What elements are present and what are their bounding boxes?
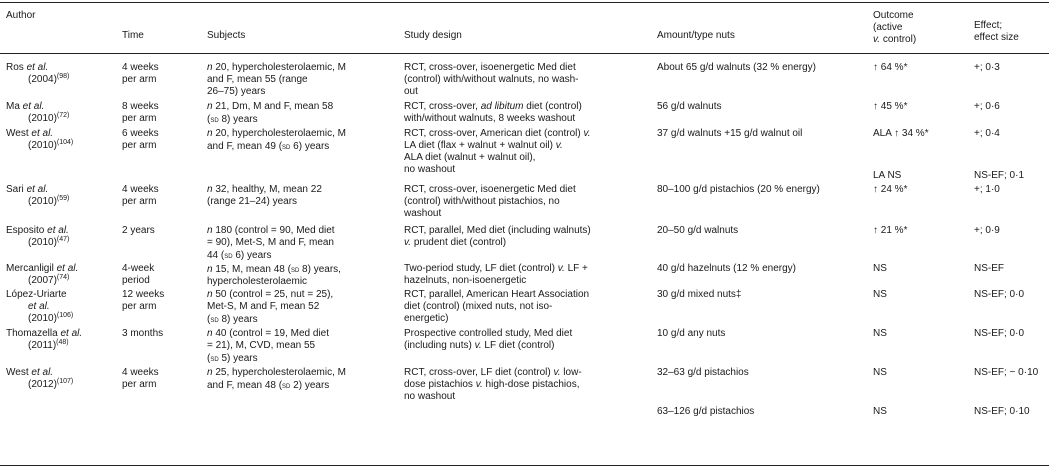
- column-header-effect-line: effect size: [974, 32, 1019, 43]
- table-cell-design: [404, 184, 576, 220]
- table-cell-subjects-line: and F, mean 55 (range: [207, 74, 308, 85]
- table-cell-effect: [974, 170, 1024, 182]
- table-cell-subjects-line: = 90), Met-S, M and F, mean: [207, 237, 334, 248]
- table-cell-outcome: [873, 184, 907, 196]
- table-cell-subjects: [207, 289, 333, 326]
- table-cell-outcome: [873, 263, 887, 275]
- table-cell-effect: [974, 289, 1024, 301]
- table-cell-author: [6, 184, 69, 208]
- table-cell-author-line: Ma et al.: [6, 101, 45, 112]
- table-cell-outcome-line: NS: [873, 263, 887, 274]
- table-cell-time: [122, 101, 159, 125]
- table-cell-time: [122, 328, 163, 340]
- table-cell-effect: [974, 406, 1030, 418]
- table-cell-amount: [657, 328, 725, 340]
- table-cell-design-line: (control) with/without pistachios, no: [404, 196, 560, 207]
- table-cell-outcome-line: NS: [873, 406, 887, 417]
- table-cell-design: [404, 367, 582, 403]
- column-header-effect: [974, 20, 1019, 44]
- table-cell-author-line: $(2010)^{(104)}$: [28, 139, 74, 151]
- table-cell-design-line: v. prudent diet (control): [404, 237, 507, 248]
- table-cell-subjects-line: n 20, hypercholesterolaemic, M: [207, 62, 346, 73]
- table-cell-amount: [657, 128, 802, 140]
- table-cell-effect-line: +; 0·3: [974, 62, 1000, 73]
- table-cell-subjects-line: = 21), M, CVD, mean 55: [207, 340, 316, 351]
- table-cell-design-line: out: [404, 86, 418, 97]
- table-cell-subjects-line: and F, mean 48 (sd 2) years: [207, 380, 330, 391]
- table-cell-author-line: Mercanligil et al.: [6, 263, 79, 274]
- table-cell-design-line: (control) with/without walnuts, no wash-: [404, 74, 579, 85]
- table-cell-subjects-line: (sd 8) years: [207, 314, 258, 325]
- table-cell-design-line: RCT, cross-over, isoenergetic Med diet: [404, 62, 576, 73]
- table-cell-author-line: $(2010)^{(59)}$: [28, 195, 70, 207]
- table-cell-time-line: per arm: [122, 113, 157, 124]
- table-cell-design: [404, 128, 591, 176]
- table-cell-amount-line: 32–63 g/d pistachios: [657, 367, 749, 378]
- table-cell-time-line: 4 weeks: [122, 367, 159, 378]
- table-cell-author: [6, 328, 82, 352]
- table-cell-author: [6, 289, 73, 325]
- table-cell-amount-line: 37 g/d walnuts +15 g/d walnut oil: [657, 128, 803, 139]
- table-cell-outcome: [873, 225, 907, 237]
- table-cell-effect: [974, 225, 1000, 237]
- table-cell-design: [404, 225, 591, 249]
- table-cell-outcome-line: ↑ 24 %*: [873, 184, 908, 195]
- table-cell-subjects-line: n 40 (control = 19, Med diet: [207, 328, 330, 339]
- table-cell-design-line: ALA diet (walnut + walnut oil),: [404, 152, 536, 163]
- table-cell-design-line: RCT, parallel, Med diet (including walnuts): [404, 225, 591, 236]
- column-header-time-line: Time: [122, 30, 144, 41]
- table-cell-time: [122, 184, 159, 208]
- table-cell-design-line: Prospective controlled study, Med diet: [404, 328, 573, 339]
- table-cell-time-line: 8 weeks: [122, 101, 159, 112]
- table-cell-author-line: Sari et al.: [6, 184, 49, 195]
- table-cell-effect: [974, 128, 1000, 140]
- table-cell-author: [6, 367, 73, 391]
- table-cell-amount-line: 30 g/d mixed nuts‡: [657, 289, 742, 300]
- table-cell-author: [6, 62, 69, 86]
- table-cell-amount-line: 63–126 g/d pistachios: [657, 406, 755, 417]
- table-cell-subjects-line: n 25, hypercholesterolaemic, M: [207, 367, 346, 378]
- table-cell-subjects-line: n 20, hypercholesterolaemic, M: [207, 128, 346, 139]
- table-cell-time-line: per arm: [122, 140, 157, 151]
- table-cell-effect-line: +; 0·9: [974, 225, 1000, 236]
- column-header-outcome-line: (active: [873, 22, 903, 33]
- table-cell-design-line: Two-period study, LF diet (control) v. LF +: [404, 263, 588, 274]
- table-cell-author-line: West et al.: [6, 367, 54, 378]
- table-cell-time-line: 3 months: [122, 328, 164, 339]
- table-cell-outcome: [873, 62, 907, 74]
- table-cell-amount-line: 40 g/d hazelnuts (12 % energy): [657, 263, 796, 274]
- table-cell-outcome: [873, 170, 901, 182]
- table-cell-outcome: [873, 128, 929, 140]
- table-cell-amount-line: 80–100 g/d pistachios (20 % energy): [657, 184, 820, 195]
- table-cell-design: [404, 263, 588, 287]
- table-cell-author-line: Esposito et al.: [6, 225, 69, 236]
- table-cell-time: [122, 225, 155, 237]
- table-cell-design: [404, 101, 582, 125]
- table-cell-design-line: dose pistachios v. high-dose pistachios,: [404, 379, 580, 390]
- table-cell-effect: [974, 328, 1024, 340]
- table-top-rule: [0, 2, 1049, 3]
- column-header-outcome-line: Outcome: [873, 10, 914, 21]
- table-cell-effect: [974, 62, 1000, 74]
- table-cell-outcome-line: ALA ↑ 34 %*: [873, 128, 929, 139]
- table-cell-effect-line: NS-EF; 0·10: [974, 406, 1030, 417]
- table-cell-outcome-line: NS: [873, 289, 887, 300]
- column-header-amount: [657, 30, 735, 42]
- table-cell-author-line: Ros et al.: [6, 62, 49, 73]
- table-cell-time: [122, 263, 154, 287]
- column-header-design-line: Study design: [404, 30, 462, 41]
- column-header-amount-line: Amount/type nuts: [657, 30, 735, 41]
- table-cell-subjects: [207, 225, 335, 262]
- table-cell-effect-line: +; 0·6: [974, 101, 1000, 112]
- table-cell-amount-line: About 65 g/d walnuts (32 % energy): [657, 62, 816, 73]
- table-cell-design: [404, 328, 572, 352]
- table-cell-time-line: 6 weeks: [122, 128, 159, 139]
- table-cell-author-line: $(2010)^{(106)}$: [28, 312, 74, 324]
- column-header-outcome: [873, 10, 916, 46]
- table-cell-outcome: [873, 289, 887, 301]
- table-cell-subjects-line: Met-S, M and F, mean 52: [207, 301, 320, 312]
- table-cell-design-line: no washout: [404, 164, 456, 175]
- table-cell-author-line: López-Uriarte: [6, 289, 67, 300]
- table-cell-time-line: per arm: [122, 196, 157, 207]
- table-cell-amount: [657, 263, 796, 275]
- table-cell-subjects: [207, 367, 346, 392]
- table-cell-amount-line: 56 g/d walnuts: [657, 101, 722, 112]
- table-cell-time-line: 4 weeks: [122, 62, 159, 73]
- table-cell-amount: [657, 184, 820, 196]
- table-cell-effect-line: NS-EF; 0·0: [974, 328, 1025, 339]
- table-cell-amount: [657, 62, 816, 74]
- table-cell-author: [6, 101, 69, 125]
- table-cell-amount: [657, 101, 722, 113]
- table-cell-author-line: $(2004)^{(98)}$: [28, 73, 70, 85]
- table-cell-subjects-line: 44 (sd 6) years: [207, 250, 272, 261]
- table-cell-design-line: with/without walnuts, 8 weeks washout: [404, 113, 576, 124]
- table-cell-design-line: RCT, parallel, American Heart Association: [404, 289, 590, 300]
- table-cell-author-line: $(2011)^{(48)}$: [28, 339, 69, 351]
- table-cell-outcome: [873, 328, 887, 340]
- table-header-rule: [0, 53, 1049, 54]
- table-cell-time: [122, 367, 159, 391]
- table-cell-time-line: period: [122, 275, 150, 286]
- table-cell-author: [6, 128, 73, 152]
- table-cell-subjects-line: n 15, M, mean 48 (sd 8) years,: [207, 264, 341, 275]
- table-cell-design: [404, 62, 579, 98]
- table-cell-subjects: [207, 184, 322, 208]
- table-cell-author-line: $(2010)^{(72)}$: [28, 112, 70, 124]
- table-cell-amount: [657, 367, 749, 379]
- table-cell-effect: [974, 184, 1000, 196]
- table-cell-design: [404, 289, 589, 325]
- table-cell-effect: [974, 101, 1000, 113]
- table-cell-outcome-line: ↑ 64 %*: [873, 62, 908, 73]
- table-cell-subjects-line: n 32, healthy, M, mean 22: [207, 184, 322, 195]
- table-cell-outcome-line: ↑ 21 %*: [873, 225, 908, 236]
- table-cell-subjects-line: (range 21–24) years: [207, 196, 298, 207]
- table-cell-subjects: [207, 101, 333, 126]
- table-cell-effect-line: NS-EF; 0·0: [974, 289, 1025, 300]
- table-cell-outcome: [873, 367, 887, 379]
- column-header-subjects: [207, 30, 245, 42]
- table-cell-author-line: $(2010)^{(47)}$: [28, 236, 70, 248]
- table-cell-subjects-line: n 21, Dm, M and F, mean 58: [207, 101, 334, 112]
- table-cell-amount: [657, 406, 754, 418]
- table-cell-design-line: washout: [404, 208, 442, 219]
- table-cell-subjects: [207, 263, 341, 288]
- table-cell-author-line: Thomazella et al.: [6, 328, 83, 339]
- table-cell-subjects-line: n 50 (control = 25, nut = 25),: [207, 289, 334, 300]
- table-cell-subjects-line: (sd 5) years: [207, 353, 258, 364]
- table-cell-effect: [974, 367, 1038, 379]
- table-cell-time: [122, 128, 159, 152]
- table-cell-subjects-line: hypercholesterolaemic: [207, 276, 308, 287]
- table-cell-author: [6, 263, 78, 287]
- table-cell-subjects: [207, 62, 346, 98]
- table-cell-outcome-line: NS: [873, 328, 887, 339]
- table-cell-design-line: LA diet (flax + walnut + walnut oil) v.: [404, 140, 563, 151]
- table-cell-amount: [657, 289, 742, 301]
- table-cell-effect: [974, 263, 1004, 275]
- table-cell-author: [6, 225, 69, 249]
- table-cell-subjects: [207, 128, 346, 153]
- table-cell-time-line: 4 weeks: [122, 184, 159, 195]
- table-cell-author-line: $(2007)^{(74)}$: [28, 274, 70, 286]
- table-cell-author-line: et al.: [28, 301, 50, 312]
- table-cell-time-line: per arm: [122, 301, 157, 312]
- table-cell-amount-line: 20–50 g/d walnuts: [657, 225, 739, 236]
- table-cell-subjects: [207, 328, 329, 365]
- table-cell-effect-line: +; 0·4: [974, 128, 1000, 139]
- column-header-author-line: Author: [6, 10, 36, 21]
- table-cell-time-line: 2 years: [122, 225, 155, 236]
- table-cell-effect-line: +; 1·0: [974, 184, 1000, 195]
- column-header-subjects-line: Subjects: [207, 30, 246, 41]
- table-cell-design-line: hazelnuts, non-isoenergetic: [404, 275, 527, 286]
- table-cell-amount-line: 10 g/d any nuts: [657, 328, 726, 339]
- table-cell-time: [122, 289, 164, 313]
- table-bottom-rule: [0, 465, 1049, 466]
- table-cell-time-line: 12 weeks: [122, 289, 165, 300]
- table-cell-design-line: no washout: [404, 391, 456, 402]
- table-cell-design-line: RCT, cross-over, American diet (control) v.: [404, 128, 591, 139]
- table-cell-design-line: diet (control) (mixed nuts, not iso-: [404, 301, 553, 312]
- table-cell-outcome-line: LA NS: [873, 170, 902, 181]
- table-cell-subjects-line: (sd 8) years: [207, 114, 258, 125]
- table-cell-time: [122, 62, 159, 86]
- table-cell-design-line: RCT, cross-over, isoenergetic Med diet: [404, 184, 576, 195]
- table-cell-subjects-line: n 180 (control = 90, Med diet: [207, 225, 335, 236]
- table-cell-outcome: [873, 406, 887, 418]
- table-cell-outcome-line: NS: [873, 367, 887, 378]
- table-cell-subjects-line: and F, mean 49 (sd 6) years: [207, 141, 330, 152]
- table-cell-time-line: 4-week: [122, 263, 155, 274]
- column-header-design: [404, 30, 462, 42]
- column-header-outcome-line: v. control): [873, 34, 917, 45]
- table-cell-design-line: energetic): [404, 313, 449, 324]
- column-header-author: [6, 10, 35, 22]
- table-cell-effect-line: NS-EF; 0·1: [974, 170, 1025, 181]
- column-header-time: [122, 30, 144, 42]
- table-cell-time-line: per arm: [122, 74, 157, 85]
- table-cell-subjects-line: 26–75) years: [207, 86, 266, 97]
- table-cell-outcome-line: ↑ 45 %*: [873, 101, 908, 112]
- table-cell-time-line: per arm: [122, 379, 157, 390]
- table-cell-effect-line: NS-EF: [974, 263, 1004, 274]
- table-cell-design-line: RCT, cross-over, LF diet (control) v. low-: [404, 367, 582, 378]
- table-cell-design-line: RCT, cross-over, ad libitum diet (control): [404, 101, 582, 112]
- table-cell-author-line: West et al.: [6, 128, 54, 139]
- table-cell-author-line: $(2012)^{(107)}$: [28, 378, 74, 390]
- table-cell-outcome: [873, 101, 907, 113]
- table-cell-effect-line: NS-EF; − 0·10: [974, 367, 1039, 378]
- table-cell-design-line: (including nuts) v. LF diet (control): [404, 340, 555, 351]
- column-header-effect-line: Effect;: [974, 20, 1003, 31]
- table-cell-amount: [657, 225, 738, 237]
